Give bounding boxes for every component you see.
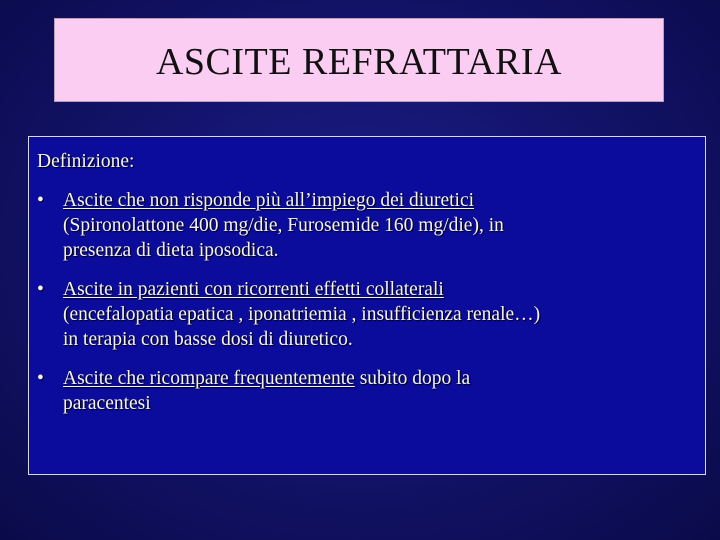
bullet-item [37, 277, 697, 352]
bullet-line [63, 366, 697, 391]
bullet-line [63, 302, 697, 327]
bullet-line [63, 188, 697, 213]
slide-title: ASCITE REFRATTARIA [155, 41, 563, 83]
underlined-text: Ascite che ricompare frequentemente [63, 368, 355, 389]
bullet-item [37, 366, 697, 416]
line-text: subito dopo la [354, 368, 471, 389]
line-text: (encefalopatia epatica , iponatriemia , insufficienza renale…) [63, 304, 541, 325]
line-text: in terapia con basse dosi di diuretico. [63, 329, 353, 350]
line-text: presenza di dieta iposodica. [63, 240, 279, 261]
bullet-line [63, 327, 697, 352]
bullet-line [63, 391, 697, 416]
line-text: paracentesi [63, 393, 151, 414]
bullet-item [37, 188, 697, 263]
content-box [28, 136, 706, 475]
bullet-dot-icon: • [37, 190, 44, 211]
underlined-text: Ascite in pazienti con ricorrenti effetti collaterali [63, 279, 444, 300]
bullet-line [63, 238, 697, 263]
line-text: (Spironolattone 400 mg/die, Furosemide 160 mg/die), in [63, 215, 504, 236]
bullet-dot-icon: • [37, 368, 44, 389]
title-box [54, 18, 664, 102]
underlined-text: Ascite che non risponde più all’impiego dei diuretici [63, 190, 475, 211]
bullet-dot-icon: • [37, 279, 44, 300]
bullet-line [63, 213, 697, 238]
bullet-line [63, 277, 697, 302]
definition-label: Definizione: [37, 151, 135, 172]
